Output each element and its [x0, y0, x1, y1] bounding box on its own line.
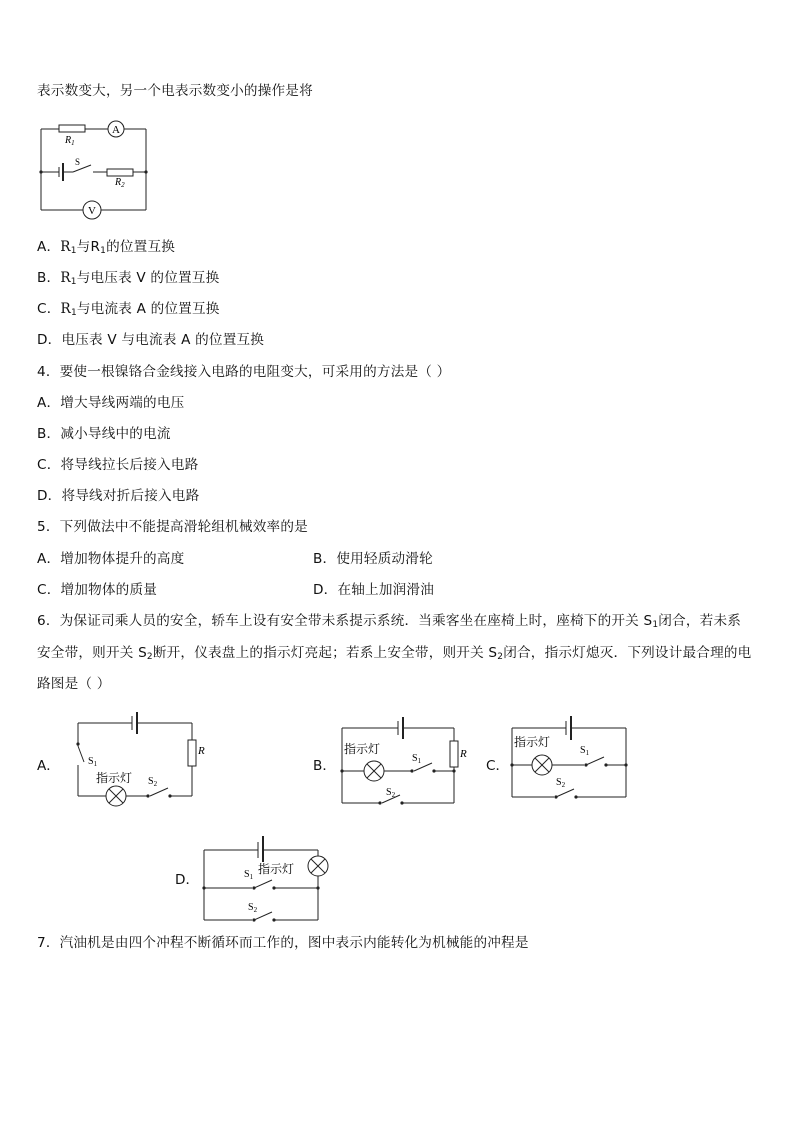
lamp-label: 指示灯	[514, 735, 551, 749]
q6-diagram-a-letter: A．	[37, 758, 60, 774]
s1-label: $S_1$	[88, 756, 98, 768]
q5-option-b: B．使用轻质动滑轮	[313, 551, 433, 567]
switch-label: S	[75, 157, 81, 167]
q3-circuit-diagram	[35, 115, 155, 220]
r1-label: $R_1$	[65, 135, 75, 147]
s2-label: $S_2$	[148, 776, 158, 788]
q3-option-c: C．$R_1$与电流表 A 的位置互换	[37, 301, 220, 318]
q5-option-c: C．增加物体的质量	[37, 582, 158, 598]
q3-option-d: D．电压表 V 与电流表 A 的位置互换	[37, 332, 265, 348]
intro-text: 表示数变大，另一个电表示数变小的操作是将	[37, 83, 313, 99]
q6-diagram-c-letter: C．	[486, 758, 510, 774]
q6-diagram-d-letter: D．	[175, 872, 200, 888]
ammeter-label: A	[112, 124, 120, 136]
r-label: R	[460, 748, 467, 760]
q3-option-a: A．$R_1$与$R_1$的位置互换	[37, 239, 176, 256]
lamp-label: 指示灯	[96, 771, 133, 785]
q4-stem: 4．要使一根镍铬合金线接入电路的电阻变大，可采用的方法是（ ）	[37, 364, 451, 380]
q6-stem-line2: 安全带，则开关 $S_2$断开，仪表盘上的指示灯亮起；若系上安全带，则开关 $S_2$闭合，指示灯熄灭．下列设计最合理的电	[37, 645, 752, 662]
q7-stem: 7．汽油机是由四个冲程不断循环而工作的，图中表示内能转化为机械能的冲程是	[37, 935, 529, 951]
s2-label: $S_2$	[556, 777, 566, 789]
q4-option-a: A．增大导线两端的电压	[37, 395, 185, 411]
q5-option-d: D．在轴上加润滑油	[313, 582, 435, 598]
q5-stem: 5．下列做法中不能提高滑轮组机械效率的是	[37, 519, 308, 535]
r-label: R	[198, 745, 205, 757]
q6-stem-line1: 6．为保证司乘人员的安全，轿车上设有安全带未系提示系统．当乘客坐在座椅上时，座椅下的开关 $S_1$闭合，若未系	[37, 613, 742, 630]
q4-option-c: C．将导线拉长后接入电路	[37, 457, 199, 473]
q4-option-b: B．减小导线中的电流	[37, 426, 171, 442]
lamp-label: 指示灯	[344, 742, 381, 756]
q3-option-b: B．$R_1$与电压表 V 的位置互换	[37, 270, 220, 287]
q4-option-d: D．将导线对折后接入电路	[37, 488, 200, 504]
s1-label: $S_1$	[412, 753, 422, 765]
s1-label: $S_1$	[244, 869, 254, 881]
s2-label: $S_2$	[248, 902, 258, 914]
voltmeter-label: V	[88, 205, 96, 217]
q6-diagram-b-letter: B．	[313, 758, 336, 774]
lamp-label: 指示灯	[258, 862, 295, 876]
q6-stem-line3: 路图是（ ）	[37, 676, 111, 692]
q6-diagram-b	[336, 715, 476, 815]
q6-diagram-d	[200, 832, 330, 924]
s1-label: $S_1$	[580, 745, 590, 757]
q6-diagram-a	[70, 710, 210, 810]
s2-label: $S_2$	[386, 787, 396, 799]
q6-diagram-c	[508, 712, 633, 804]
r2-label: $R_2$	[115, 177, 125, 189]
q5-option-a: A．增加物体提升的高度	[37, 551, 185, 567]
